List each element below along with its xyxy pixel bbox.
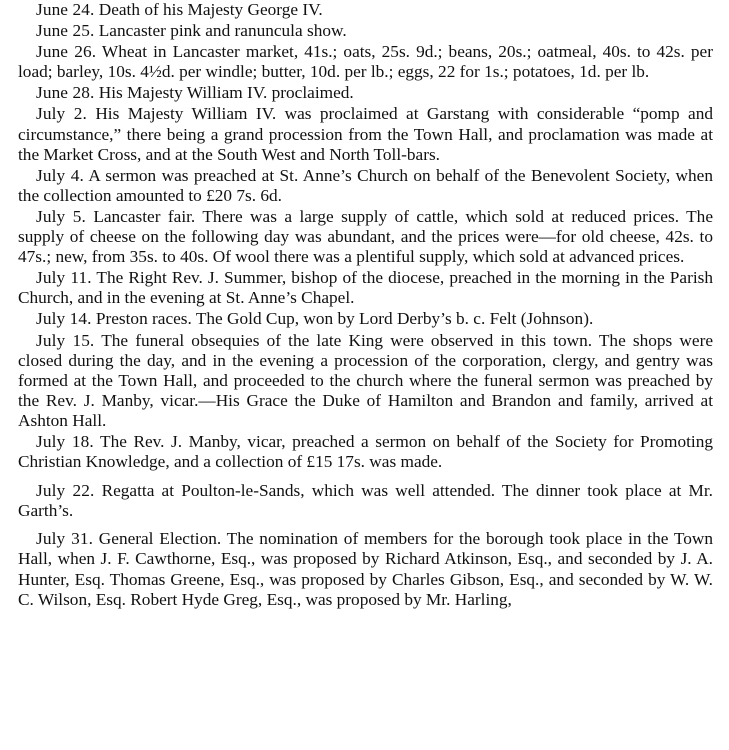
entry-july-18 (18, 432, 713, 472)
entry-date: June 25. (36, 21, 95, 41)
entry-date: July 22. (36, 481, 95, 501)
entry-july-31 (18, 529, 713, 609)
entry-july-2 (18, 104, 713, 164)
entry-date: July 2. (36, 104, 87, 124)
entry-date: July 15. (36, 330, 95, 350)
entry-date: June 26. (36, 42, 97, 62)
document-page (18, 0, 713, 611)
entry-text: General Election. The nomination of members for the borough took place in the Town Hall, when J. F. Cawthorne, Esq., was proposed by Richard Atkinson, Esq., and seconded by J. A. Hunter, Esq. Thomas Greene, Esq., was proposed by Charles Gibson, Esq., and seconded by W. W. C. Wilson, Esq. Robert Hyde Greg, Esq., was proposed by Mr. Harling, (18, 529, 714, 609)
entry-text: Death of his Majesty George IV. (98, 0, 323, 19)
entry-text: Preston races. The Gold Cup, won by Lord Derby’s b. c. Felt (Johnson). (95, 309, 594, 329)
entry-date: June 28. (36, 83, 95, 103)
entry-date: July 11. (36, 268, 92, 288)
entry-text: Lancaster fair. There was a large supply of cattle, which sold at reduced prices. The supply of cheese on the following day was abundant, and the prices were—for old cheese, 42s. to 47s.; new, from 35s. to 40s. Of wool there was a plentiful supply, which sold at advanced prices. (18, 206, 713, 267)
entry-july-15 (18, 331, 713, 431)
entry-date: June 24. (36, 0, 95, 19)
entry-july-5 (18, 207, 713, 267)
entry-text: Regatta at Poulton-le-Sands, which was well attended. The dinner took place at Mr. Garth’s. (18, 481, 714, 521)
entry-text: The funeral obsequies of the late King were observed in this town. The shops were closed during the day, and in the evening a procession of the corporation, clergy, and gentry was formed at the Town Hall, and proceeded to the church where the funeral sermon was preached by the Rev. J. Manby, vicar.—His Grace the Duke of Hamilton and Brandon and family, arrived at Ashton Hall. (18, 330, 713, 430)
entry-date: July 14. (36, 309, 92, 329)
entry-text: A sermon was preached at St. Anne’s Church on behalf of the Benevolent Society, when the collection amounted to £20 7s. 6d. (18, 165, 713, 205)
entry-july-14 (18, 309, 713, 329)
entry-date: July 5. (36, 206, 86, 226)
entry-text: Lancaster pink and ranuncula show. (98, 21, 347, 41)
entry-june-28 (18, 83, 713, 103)
entry-july-22 (18, 481, 713, 521)
entry-july-11 (18, 268, 713, 308)
entry-text: Wheat in Lancaster market, 41s.; oats, 25s. 9d.; beans, 20s.; oatmeal, 40s. to 42s. per load; barley, 10s. 4½d. per windle; butter, 10d. per lb.; eggs, 22 for 1s.; potatoes, 1d. per lb. (18, 42, 713, 82)
entry-text: His Majesty William IV. proclaimed. (98, 83, 354, 103)
entry-date: July 18. (36, 431, 94, 451)
entry-june-25 (18, 21, 713, 41)
entry-text: The Rev. J. Manby, vicar, preached a sermon on behalf of the Society for Promoting Christian Knowledge, and a collection of £15 17s. was made. (18, 431, 713, 472)
entry-text: The Right Rev. J. Summer, bishop of the diocese, preached in the morning in the Parish Church, and in the evening at St. Anne’s Chapel. (18, 268, 713, 308)
entry-date: July 31. (36, 529, 93, 549)
entry-date: July 4. (36, 165, 84, 185)
entry-june-24 (18, 0, 713, 20)
entry-text: His Majesty William IV. was proclaimed at Garstang with considerable “pomp and circumstance,” there being a grand procession from the Town Hall, and proclamation was made at the Market Cross, and at the South West and North Toll-bars. (18, 104, 713, 164)
entry-july-4 (18, 166, 713, 206)
entry-june-26 (18, 42, 713, 82)
